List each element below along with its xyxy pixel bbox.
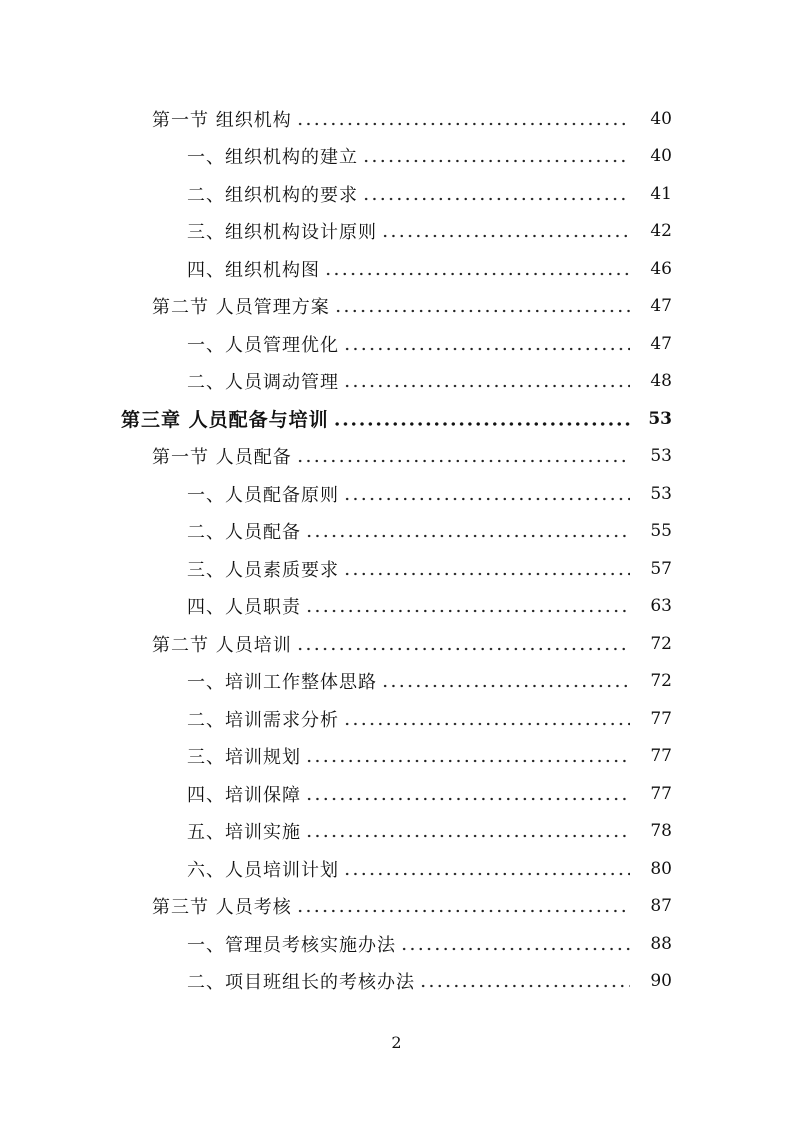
dot-leader: [305, 827, 630, 845]
toc-entry-page: 41: [650, 183, 672, 204]
toc-entry-page: 77: [650, 708, 672, 729]
toc-entry[interactable]: [0, 850, 793, 888]
dot-leader: [381, 677, 630, 695]
toc-entry[interactable]: [0, 663, 793, 701]
toc-entry-title: 三、组织机构设计原则: [187, 218, 381, 244]
toc-entry[interactable]: [0, 213, 793, 251]
toc-entry-page: 88: [650, 933, 672, 954]
toc-entry-title: 二、人员配备: [187, 518, 305, 544]
dot-leader: [324, 265, 630, 283]
toc-entry-title: 二、培训需求分析: [187, 706, 343, 732]
dot-leader: [296, 115, 630, 133]
toc-entry-title: 第三章 人员配备与培训: [121, 405, 333, 432]
dot-leader: [334, 302, 630, 320]
toc-entry[interactable]: [0, 288, 793, 326]
dot-leader: [305, 602, 630, 620]
toc-entry-title: 一、培训工作整体思路: [187, 668, 381, 694]
toc-entry-title: 第一节 人员配备: [152, 443, 296, 469]
toc-entry[interactable]: [0, 175, 793, 213]
toc-entry-page: 72: [650, 671, 672, 692]
toc-entry-title: 四、组织机构图: [187, 256, 324, 282]
toc-entry-title: 六、人员培训计划: [187, 856, 343, 882]
toc-entry-title: 三、人员素质要求: [187, 556, 343, 582]
dot-leader: [296, 902, 630, 920]
toc-entry-title: 二、组织机构的要求: [187, 181, 362, 207]
toc-entry-page: 40: [650, 108, 672, 129]
toc-entry-title: 二、项目班组长的考核办法: [187, 968, 419, 994]
toc-entry-page: 63: [650, 596, 672, 617]
toc-entry-page: 53: [650, 446, 672, 467]
toc-entry[interactable]: [0, 138, 793, 176]
dot-leader: [362, 190, 630, 208]
toc-entry-title: 第三节 人员考核: [152, 893, 296, 919]
toc-entry-page: 77: [650, 783, 672, 804]
dot-leader: [343, 377, 630, 395]
toc-entry-page: 47: [650, 333, 672, 354]
toc-entry-title: 二、人员调动管理: [187, 368, 343, 394]
dot-leader: [343, 865, 630, 883]
toc-entry[interactable]: [0, 325, 793, 363]
dot-leader: [305, 752, 630, 770]
toc-entry[interactable]: [0, 363, 793, 401]
dot-leader: [305, 790, 630, 808]
table-of-contents: [0, 100, 793, 1000]
toc-entry-page: 40: [650, 146, 672, 167]
toc-entry[interactable]: [0, 550, 793, 588]
toc-entry-page: 77: [650, 746, 672, 767]
toc-entry[interactable]: [0, 700, 793, 738]
toc-entry[interactable]: [0, 813, 793, 851]
toc-entry-page: 57: [650, 558, 672, 579]
toc-entry-page: 90: [650, 971, 672, 992]
toc-entry[interactable]: [0, 775, 793, 813]
dot-leader: [343, 490, 630, 508]
dot-leader: [343, 340, 630, 358]
dot-leader: [305, 527, 630, 545]
toc-entry-page: 55: [650, 521, 672, 542]
toc-entry[interactable]: [0, 250, 793, 288]
toc-entry-title: 五、培训实施: [187, 818, 305, 844]
dot-leader: [343, 565, 630, 583]
toc-entry[interactable]: [0, 625, 793, 663]
dot-leader: [362, 152, 630, 170]
toc-entry-title: 一、组织机构的建立: [187, 143, 362, 169]
toc-entry[interactable]: [0, 963, 793, 1001]
toc-entry[interactable]: [0, 888, 793, 926]
toc-entry[interactable]: [0, 438, 793, 476]
page-number: 2: [391, 1033, 402, 1052]
dot-leader: [296, 640, 630, 658]
toc-entry-title: 三、培训规划: [187, 743, 305, 769]
toc-entry[interactable]: [0, 475, 793, 513]
toc-entry-title: 第一节 组织机构: [152, 106, 296, 132]
toc-entry-page: 80: [650, 858, 672, 879]
dot-leader: [343, 715, 630, 733]
toc-entry-page: 87: [650, 896, 672, 917]
toc-entry-page: 53: [648, 408, 672, 429]
toc-entry-title: 一、管理员考核实施办法: [187, 931, 400, 957]
toc-entry[interactable]: [0, 738, 793, 776]
dot-leader: [381, 227, 630, 245]
toc-entry-title: 四、人员职责: [187, 593, 305, 619]
toc-entry-page: 48: [650, 371, 672, 392]
toc-entry-title: 一、人员配备原则: [187, 481, 343, 507]
dot-leader: [296, 452, 630, 470]
toc-entry-page: 42: [650, 221, 672, 242]
dot-leader: [400, 940, 630, 958]
toc-entry[interactable]: [0, 588, 793, 626]
toc-entry-page: 78: [650, 821, 672, 842]
toc-entry[interactable]: [0, 100, 793, 138]
toc-entry-page: 47: [650, 296, 672, 317]
toc-entry-title: 第二节 人员管理方案: [152, 293, 334, 319]
toc-chapter-entry[interactable]: [0, 400, 793, 438]
dot-leader: [419, 977, 630, 995]
toc-entry-page: 53: [650, 483, 672, 504]
toc-entry-title: 一、人员管理优化: [187, 331, 343, 357]
dot-leader: [333, 415, 630, 433]
toc-entry-page: 72: [650, 633, 672, 654]
toc-entry[interactable]: [0, 925, 793, 963]
toc-entry-title: 四、培训保障: [187, 781, 305, 807]
toc-entry[interactable]: [0, 513, 793, 551]
toc-entry-title: 第二节 人员培训: [152, 631, 296, 657]
toc-entry-page: 46: [650, 258, 672, 279]
